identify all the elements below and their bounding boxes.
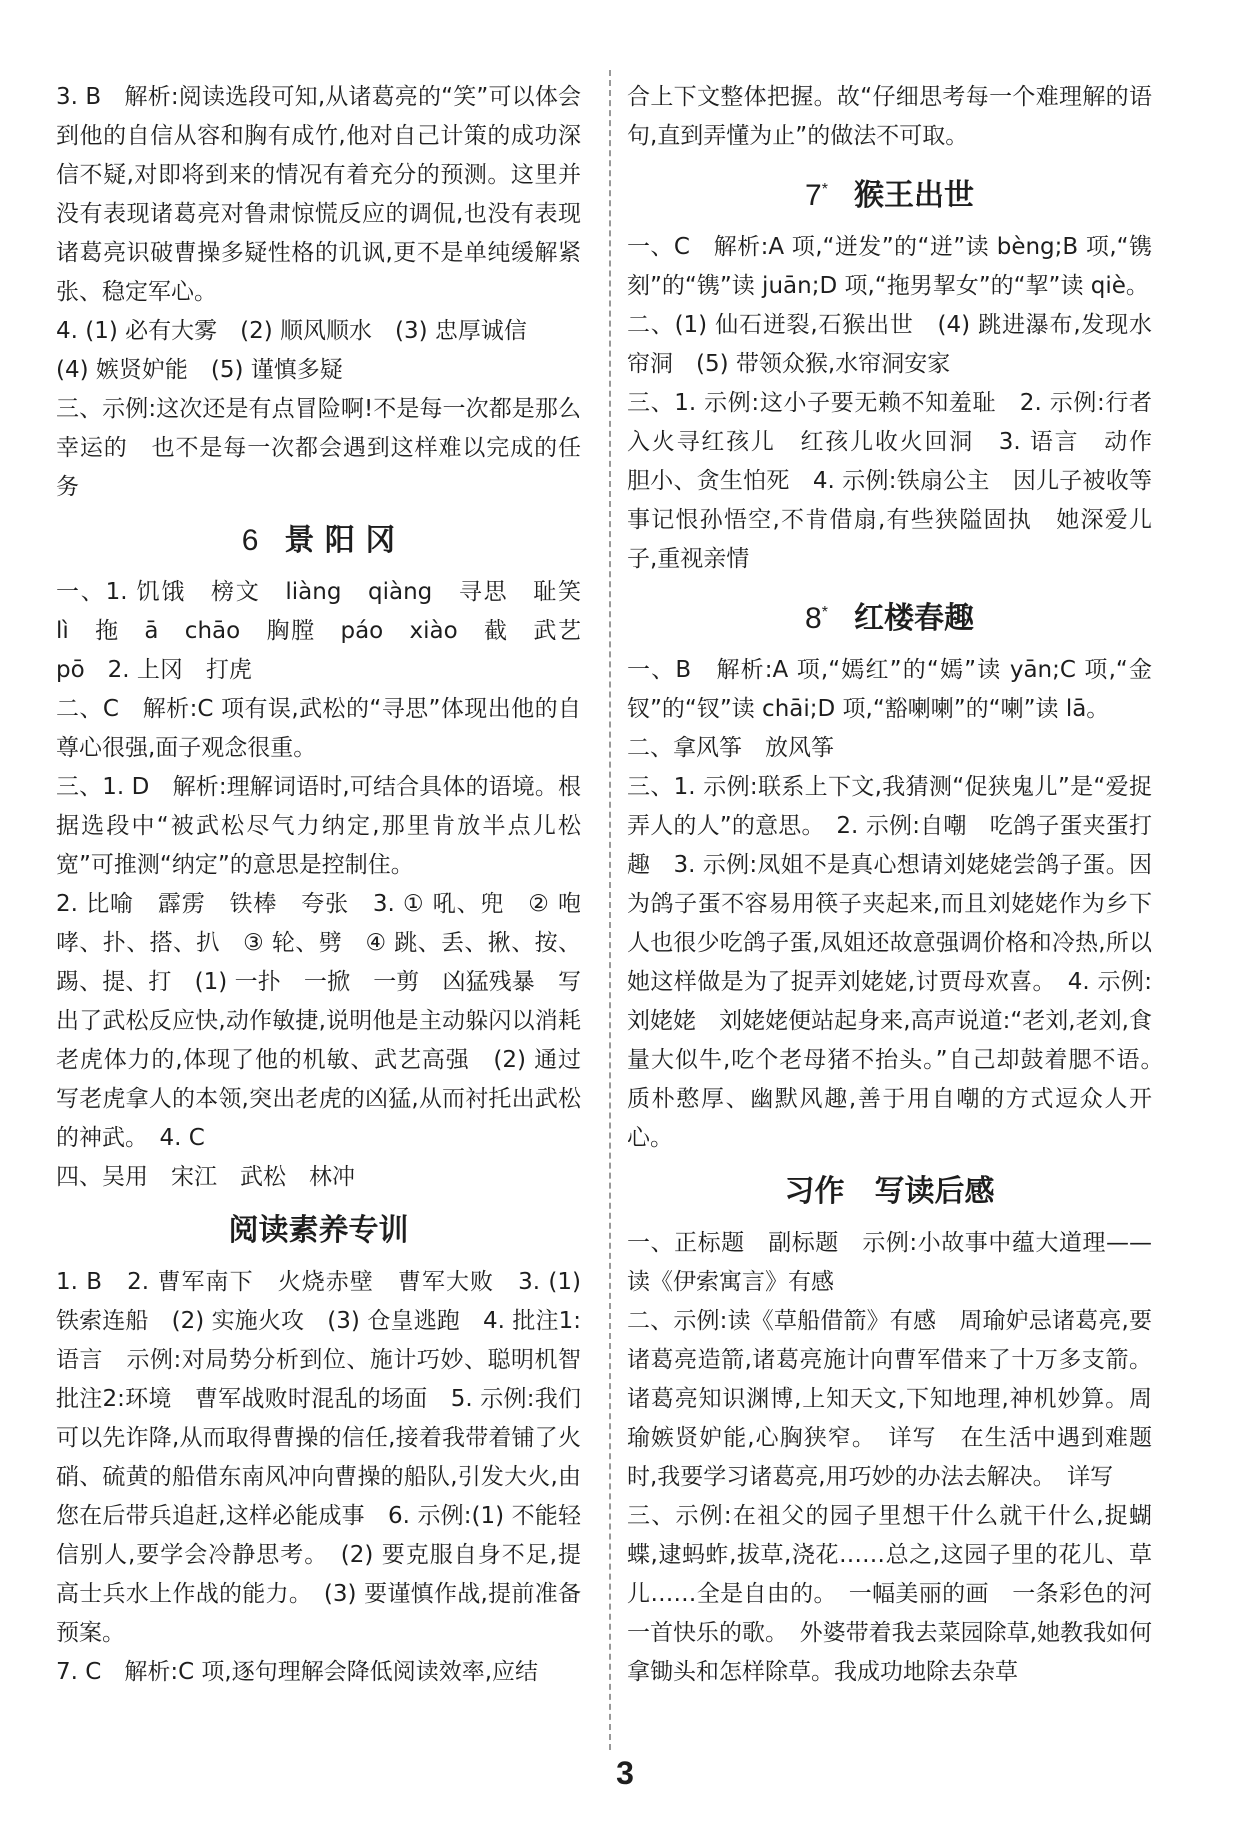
answer-block-3: 三、1. 示例:联系上下文,我猜测“促狭鬼儿”是“爱捉弄人的人”的意思。 2. 示例:自嘲 吃鸽子蛋夹蛋打趣 3. 示例:凤姐不是真心想请刘姥姥尝鸽子蛋。因为鸽子蛋不容易用筷子夹起来,而且刘姥姥作为乡下人也很少吃鸽子蛋,凤姐还故意强调价格和冷热,所以她这样做是为了捉弄刘姥姥,讨贾母欢喜。 4. 示例:刘姥姥 刘姥姥便站起身来,高声说道:“老刘,老刘,食量大似牛,吃个老母猪不抬头。”自己却鼓着腮不语。 质朴憨厚、幽默风趣,善于用自嘲的方式逗众人开心。 (627, 774, 1175, 1151)
heading-number: 8* (805, 602, 828, 635)
reading-answer-7: 7. C 解析:C 项,逐句理解会降低阅读效率,应结 (56, 1659, 539, 1685)
heading-title: 习作 写读后感 (784, 1174, 995, 1209)
section-heading-7 (627, 168, 1152, 218)
answer-block-2: 二、(1) 仙石迸裂,石猴出世 (4) 跳进瀑布,发现水帘洞 (5) 带领众猴,水帘洞安家 (627, 312, 1152, 377)
left-column (56, 78, 604, 1692)
answer-block-1: 一、C 解析:A 项,“迸发”的“迸”读 bèng;B 项,“镌刻”的“镌”读 juān;D 项,“拖男挈女”的“挈”读 qiè。 (627, 234, 1152, 299)
answer-3: 3. B 解析:阅读选段可知,从诸葛亮的“笑”可以体会到他的自信从容和胸有成竹,他对自己计策的成功深信不疑,对即将到来的情况有着充分的预测。这里并没有表现诸葛亮对鲁肃惊慌反应的调侃,也没有表现诸葛亮识破曹操多疑性格的讥讽,更不是单纯缓解紧张、稳定军心。 (56, 84, 581, 305)
writing-answer-2: 二、示例:读《草船借箭》有感 周瑜妒忌诸葛亮,要诸葛亮造箭,诸葛亮施计向曹军借来了十万多支箭。诸葛亮知识渊博,上知天文,下知地理,神机妙算。周瑜嫉贤妒能,心胸狭窄。 详写 在生活中遇到难题时,我要学习诸葛亮,用巧妙的办法去解决。 详写 (627, 1308, 1152, 1490)
answer-block-3b: 2. 比喻 霹雳 铁棒 夸张 3. ① 吼、兜 ② 咆哮、扑、搭、扒 ③ 轮、劈 ④ 跳、丢、揪、按、踢、提、打 (1) 一扑 一掀 一剪 凶猛残暴 写出了武松反应快,动作敏捷,说明他是主动躲闪以消耗老虎体力的,体现了他的机敏、武艺高强 (2) 通过写老虎拿人的本领,突出老虎的凶猛,从而衬托出武松的神武。 4. C (56, 891, 581, 1151)
answer-block-4: 四、吴用 宋江 武松 林冲 (56, 1164, 355, 1190)
heading-number: 6 (241, 524, 259, 557)
section-heading-6 (56, 519, 581, 563)
section-heading-8 (627, 591, 1152, 641)
column-divider (609, 70, 611, 1750)
reading-answers: 1. B 2. 曹军南下 火烧赤壁 曹军大败 3. (1) 铁索连船 (2) 实施火攻 (3) 仓皇逃跑 4. 批注1:语言 示例:对局势分析到位、施计巧妙、聪明机智 批注2:环境 曹军战败时混乱的场面 5. 示例:我们可以先诈降,从而取得曹操的信任,接着我带着铺了火硝、硫黄的船借东南风冲向曹操的船队,引发大火,由您在后带兵追赶,这样必能成事 6. 示例:(1) 不能轻信别人,要学会冷静思考。 (2) 要克服自身不足,提高士兵水上作战的能力。 (3) 要谨慎作战,提前准备预案。 (56, 1269, 604, 1646)
answer-block-3: 三、1. D 解析:理解词语时,可结合具体的语境。根据选段中“被武松尽气力纳定,那里肯放半点儿松宽”可推测“纳定”的意思是控制住。 (56, 774, 581, 878)
answer-4-line2: (4) 嫉贤妒能 (5) 谨慎多疑 (56, 357, 343, 383)
writing-answer-1: 一、正标题 副标题 示例:小故事中蕴大道理——读《伊索寓言》有感 (627, 1230, 1152, 1295)
page-number: 3 (616, 1755, 634, 1791)
heading-title: 猴王出世 (853, 178, 974, 213)
answer-4-line1: 4. (1) 必有大雾 (2) 顺风顺水 (3) 忠厚诚信 (56, 318, 527, 344)
writing-answer-3: 三、示例:在祖父的园子里想干什么就干什么,捉蝴蝶,逮蚂蚱,拔草,浇花……总之,这园子里的花儿、草儿……全是自由的。 一幅美丽的画 一条彩色的河 一首快乐的歌。 外婆带着我去菜园除草,她教我如何拿锄头和怎样除草。我成功地除去杂草 (627, 1503, 1175, 1685)
right-column (627, 78, 1175, 1692)
answer-block-2: 二、C 解析:C 项有误,武松的“寻思”体现出他的自尊心很强,面子观念很重。 (56, 696, 581, 761)
answer-section-3: 三、示例:这次还是有点冒险啊!不是每一次都是那么幸运的 也不是每一次都会遇到这样难以完成的任务 (56, 396, 581, 500)
answer-block-3: 三、1. 示例:这小子要无赖不知羞耻 2. 示例:行者入火寻红孩儿 红孩儿收火回洞 3. 语言 动作 胆小、贪生怕死 4. 示例:铁扇公主 因儿子被收等事记恨孙悟空,不肯借扇,有些狭隘固执 她深爱儿子,重视亲情 (627, 390, 1175, 572)
heading-title: 红楼春趣 (853, 601, 974, 636)
section-heading-reading (56, 1209, 581, 1253)
answer-block-2: 二、拿风筝 放风筝 (627, 735, 834, 761)
answer-block-1: 一、1. 饥饿 榜文 liàng qiàng 寻思 耻笑 lì 拖 ā chāo 胸膛 páo xiào 截 武艺 pō 2. 上冈 打虎 (56, 579, 604, 683)
section-heading-writing (627, 1170, 1152, 1214)
answer-block-1: 一、B 解析:A 项,“嫣红”的“嫣”读 yān;C 项,“金钗”的“钗”读 chāi;D 项,“豁喇喇”的“喇”读 lā。 (627, 657, 1152, 722)
heading-title: 景 阳 冈 (284, 523, 396, 558)
heading-title: 阅读素养专训 (228, 1213, 409, 1248)
continued-answer-7: 合上下文整体把握。故“仔细思考每一个难理解的语句,直到弄懂为止”的做法不可取。 (627, 84, 1152, 149)
heading-number: 7* (805, 179, 828, 212)
